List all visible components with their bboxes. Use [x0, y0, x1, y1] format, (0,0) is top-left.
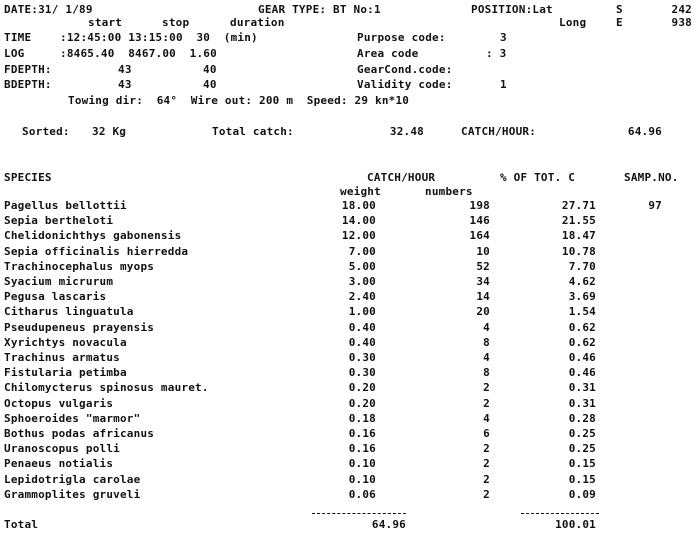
gearcond-label: GearCond.code:: [357, 63, 453, 76]
catch-numbers: 2: [483, 381, 490, 395]
pct-of-total: 0.15: [568, 472, 596, 486]
pct-of-total: 0.15: [568, 457, 596, 471]
catch-weight: 0.30: [348, 351, 376, 364]
bdepth-label: BDEPTH:: [4, 78, 52, 91]
catch-hour-value: 64.96: [627, 125, 662, 138]
time-label: TIME: [4, 31, 32, 44]
catch-numbers: 4: [483, 411, 490, 425]
purpose-label: Purpose code:: [357, 31, 446, 44]
species-name: Octopus vulgaris: [4, 396, 114, 410]
position-label: POSITION:Lat: [471, 3, 553, 16]
catch-numbers: 2: [483, 487, 490, 501]
species-name: Sepia officinalis hierredda: [4, 244, 189, 258]
pct-of-total: 0.46: [568, 366, 596, 380]
species-name: Pegusa lascaris: [4, 290, 107, 304]
species-name: Xyrichtys novacula: [4, 335, 127, 349]
long-hemisphere: E: [616, 16, 623, 29]
date-label: DATE:31/ 1/89: [4, 3, 93, 16]
species-name: Lepidotrigla carolae: [4, 472, 141, 486]
column-duration-label: duration: [230, 16, 285, 29]
pct-of-total: 27.71: [561, 199, 596, 212]
catch-weight: 0.20: [348, 396, 376, 410]
sorted-value: 32 Kg: [92, 125, 127, 138]
pct-of-total: 3.69: [568, 290, 596, 304]
pct-of-total: 0.62: [568, 320, 596, 334]
species-name: Bothus podas africanus: [4, 427, 155, 440]
bdepth-start: 43: [118, 78, 132, 91]
lat-value: 242: [671, 3, 692, 16]
log-label: LOG: [4, 47, 25, 60]
gear-type: GEAR TYPE: BT No:1: [258, 3, 381, 16]
catch-weight: 0.40: [348, 320, 376, 334]
total-catch-label: Total catch:: [212, 125, 294, 138]
pct-of-total: 10.78: [561, 244, 596, 258]
area-label: Area code: [357, 47, 419, 60]
catch-weight: 2.40: [348, 290, 376, 304]
column-start-label: start: [88, 16, 123, 29]
long-label: Long: [559, 16, 587, 29]
catch-weight: 7.00: [348, 244, 376, 258]
species-name: Trachinocephalus myops: [4, 259, 155, 273]
catch-weight: 1.00: [348, 305, 376, 319]
catch-weight: 14.00: [341, 214, 376, 228]
species-name: Fistularia petimba: [4, 366, 127, 380]
catch-weight: 0.30: [348, 366, 376, 380]
pct-of-total: 21.55: [561, 214, 596, 228]
area-value: : 3: [486, 47, 507, 60]
column-stop-label: stop: [162, 16, 190, 29]
species-name: Pseudupeneus prayensis: [4, 320, 155, 334]
catch-weight: 0.18: [348, 411, 376, 425]
towing-line: Towing dir: 64° Wire out: 200 m Speed: 29 kn*10: [68, 94, 410, 107]
catch-numbers: 8: [483, 366, 490, 380]
species-name: Sphoeroides "marmor": [4, 411, 141, 425]
pct-of-total: 0.31: [568, 396, 596, 410]
catch-weight: 0.20: [348, 381, 376, 395]
catch-weight: 0.10: [348, 472, 376, 486]
total-catch-value: 32.48: [389, 125, 424, 138]
sample-number: 97: [648, 199, 662, 212]
pct-of-total: 0.46: [568, 351, 596, 364]
catch-weight: 0.10: [348, 457, 376, 471]
catch-numbers: 164: [469, 229, 490, 243]
species-name: Sepia bertheloti: [4, 214, 114, 228]
catch-hour-header: CATCH/HOUR: [367, 171, 436, 184]
total-pct: 100.01: [555, 518, 596, 531]
catch-weight: 0.16: [348, 427, 376, 440]
species-name: Citharus linguatula: [4, 305, 134, 319]
pct-of-total: 4.62: [568, 275, 596, 288]
species-name: Trachinus armatus: [4, 351, 120, 364]
catch-hour-label: CATCH/HOUR:: [461, 125, 537, 138]
catch-weight: 18.00: [341, 199, 376, 212]
pct-of-total: 0.28: [568, 411, 596, 425]
catch-numbers: 2: [483, 457, 490, 471]
catch-weight: 0.16: [348, 442, 376, 456]
catch-weight: 0.40: [348, 335, 376, 349]
catch-numbers: 52: [476, 259, 490, 273]
catch-numbers: 198: [469, 199, 490, 212]
species-name: Penaeus notialis: [4, 457, 114, 471]
catch-weight: 5.00: [348, 259, 376, 273]
catch-numbers: 4: [483, 320, 490, 334]
bdepth-stop: 40: [203, 78, 217, 91]
pct-of-total: 1.54: [568, 305, 596, 319]
lat-hemisphere: S: [616, 3, 623, 16]
catch-numbers: 2: [483, 472, 490, 486]
log-values: :8465.40 8467.00 1.60: [60, 47, 217, 60]
numbers-header: numbers: [425, 185, 473, 198]
catch-numbers: 2: [483, 442, 490, 456]
catch-numbers: 34: [476, 275, 490, 288]
catch-numbers: 6: [483, 427, 490, 440]
catch-numbers: 14: [476, 290, 490, 304]
validity-label: Validity code:: [357, 78, 453, 91]
species-name: Grammoplites gruveli: [4, 487, 141, 501]
sorted-label: Sorted:: [22, 125, 70, 138]
catch-numbers: 8: [483, 335, 490, 349]
catch-weight: 12.00: [341, 229, 376, 243]
long-value: 938: [671, 16, 692, 29]
pct-total-header: % OF TOT. C: [500, 171, 576, 184]
catch-numbers: 4: [483, 351, 490, 364]
catch-numbers: 10: [476, 244, 490, 258]
pct-of-total: 0.31: [568, 381, 596, 395]
pct-total-rule: [521, 513, 599, 514]
total-label: Total: [4, 518, 39, 531]
pct-of-total: 0.25: [568, 427, 596, 440]
purpose-value: 3: [500, 31, 507, 44]
fdepth-stop: 40: [203, 63, 217, 76]
catch-weight: 0.06: [348, 487, 376, 501]
catch-numbers: 146: [469, 214, 490, 228]
fdepth-start: 43: [118, 63, 132, 76]
pct-of-total: 0.25: [568, 442, 596, 456]
time-values: :12:45:00 13:15:00 30 (min): [60, 31, 258, 44]
species-name: Uranoscopus polli: [4, 442, 120, 456]
catch-weight: 3.00: [348, 275, 376, 288]
species-name: Pagellus bellottii: [4, 199, 127, 212]
species-name: Syacium micrurum: [4, 275, 114, 288]
weight-header: weight: [340, 185, 381, 198]
species-header: SPECIES: [4, 171, 52, 184]
pct-of-total: 0.09: [568, 487, 596, 501]
species-name: Chilomycterus spinosus mauret.: [4, 381, 209, 395]
pct-of-total: 0.62: [568, 335, 596, 349]
catch-numbers: 20: [476, 305, 490, 319]
validity-value: 1: [500, 78, 507, 91]
sample-number-header: SAMP.NO.: [624, 171, 679, 184]
fdepth-label: FDEPTH:: [4, 63, 52, 76]
pct-of-total: 18.47: [561, 229, 596, 243]
total-weight: 64.96: [371, 518, 406, 531]
weight-total-rule: [312, 513, 406, 514]
catch-numbers: 2: [483, 396, 490, 410]
pct-of-total: 7.70: [568, 259, 596, 273]
species-name: Chelidonichthys gabonensis: [4, 229, 182, 243]
